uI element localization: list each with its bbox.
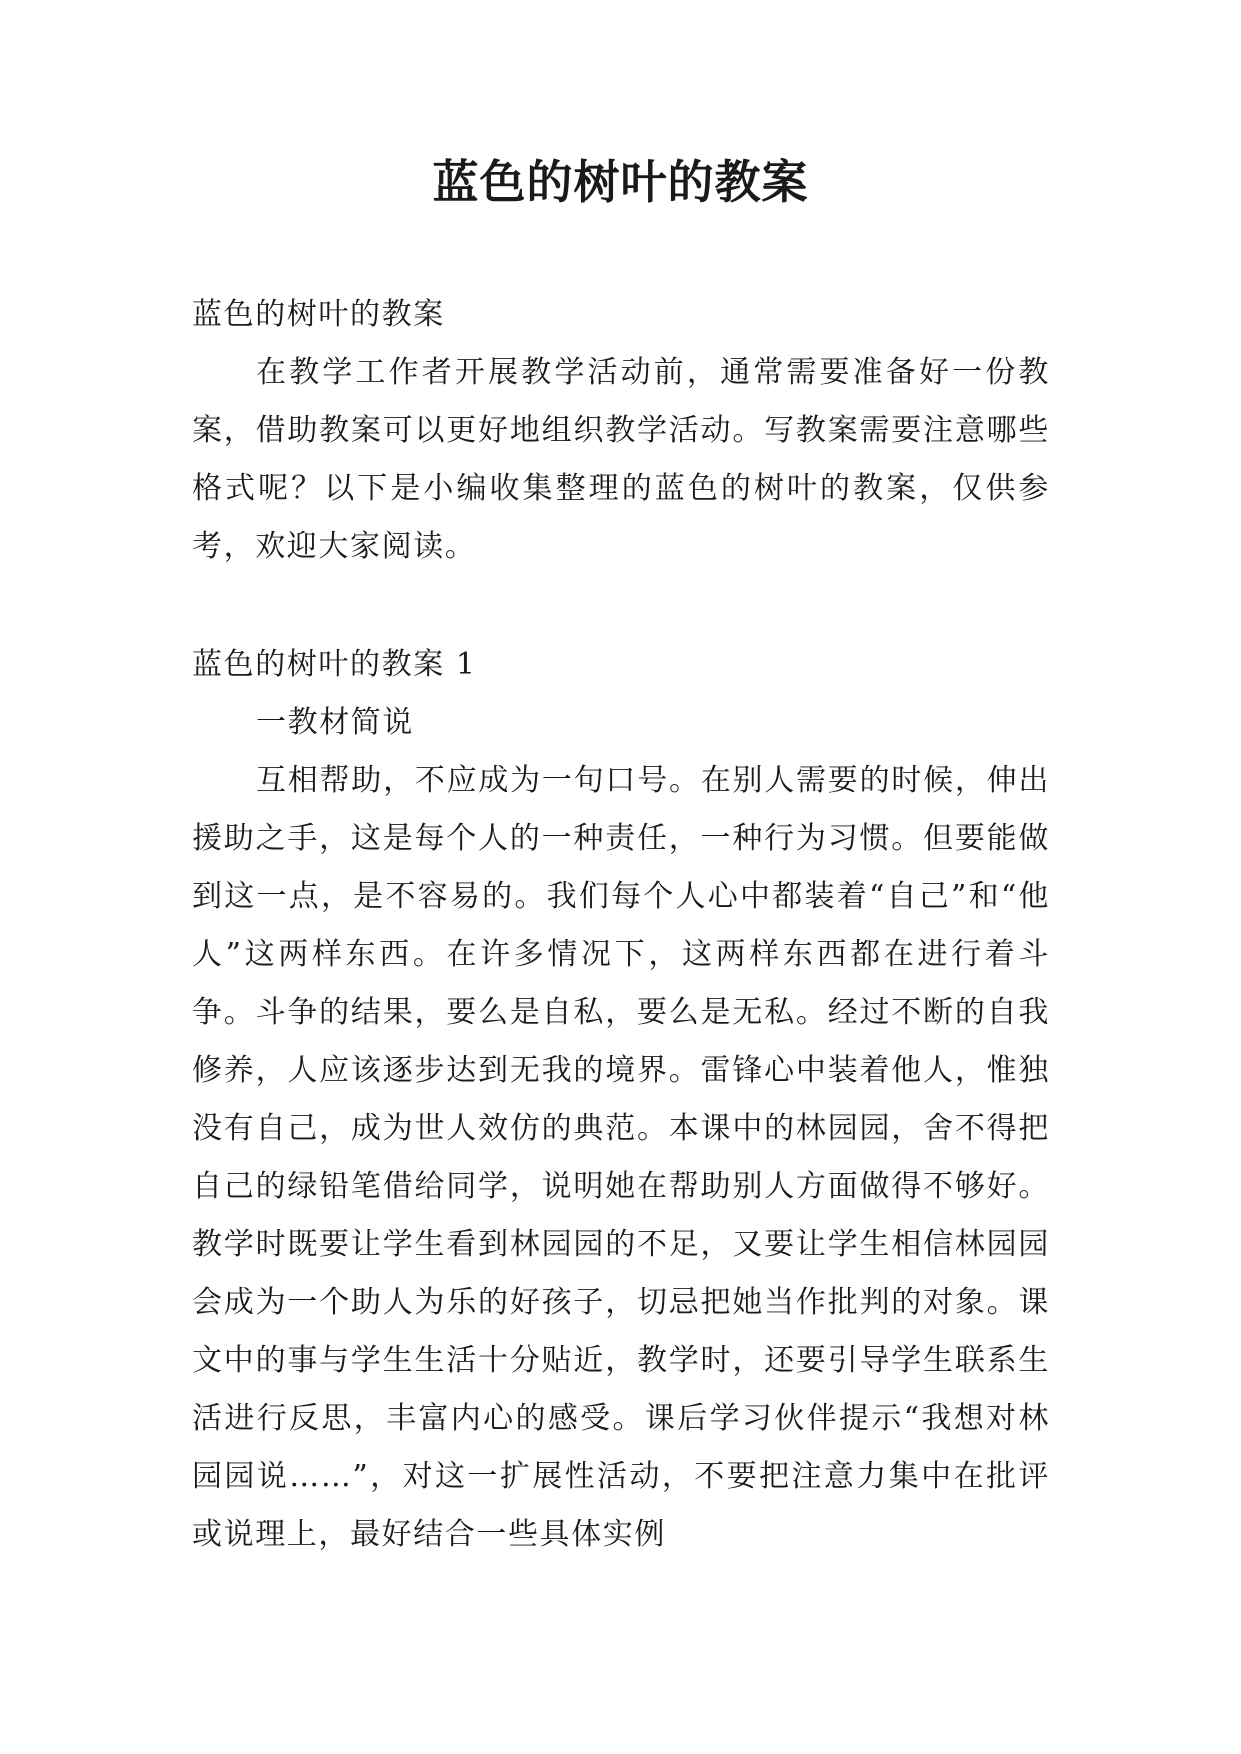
section-body-paragraph: 互相帮助，不应成为一句口号。在别人需要的时候，伸出援助之手，这是每个人的一种责任，一种行为习惯。但要能做到这一点，是不容易的。我们每个人心中都装着“自己”和“他人”这两样东西。在许多情况下，这两样东西都在进行着斗争。斗争的结果，要么是自私，要么是无私。经过不断的自我修养，人应该逐步达到无我的境界。雷锋心中装着他人，惟独没有自己，成为世人效仿的典范。本课中的林园园，舍不得把自己的绿铅笔借给同学，说明她在帮助别人方面做得不够好。教学时既要让学生看到林园园的不足，又要让学生相信林园园会成为一个助人为乐的好孩子，切忌把她当作批判的对象。课文中的事与学生生活十分贴近，教学时，还要引导学生联系生活进行反思，丰富内心的感受。课后学习伙伴提示“我想对林园园说……”，对这一扩展性活动，不要把注意力集中在批评或说理上，最好结合一些具体实例 <box>192 763 1050 1552</box>
document-subtitle: 蓝色的树叶的教案 <box>192 297 445 332</box>
section-subheading: 一教材简说 <box>256 705 414 740</box>
intro-paragraph: 在教学工作者开展教学活动前，通常需要准备好一份教案，借助教案可以更好地组织教学活动。写教案需要注意哪些格式呢？以下是小编收集整理的蓝色的树叶的教案，仅供参考，欢迎大家阅读。 <box>192 355 1050 564</box>
section-spacer <box>192 576 1050 636</box>
document-title: 蓝色的树叶的教案 <box>432 155 809 209</box>
section-heading: 蓝色的树叶的教案 1 <box>192 647 477 682</box>
document-body <box>192 286 1050 1564</box>
